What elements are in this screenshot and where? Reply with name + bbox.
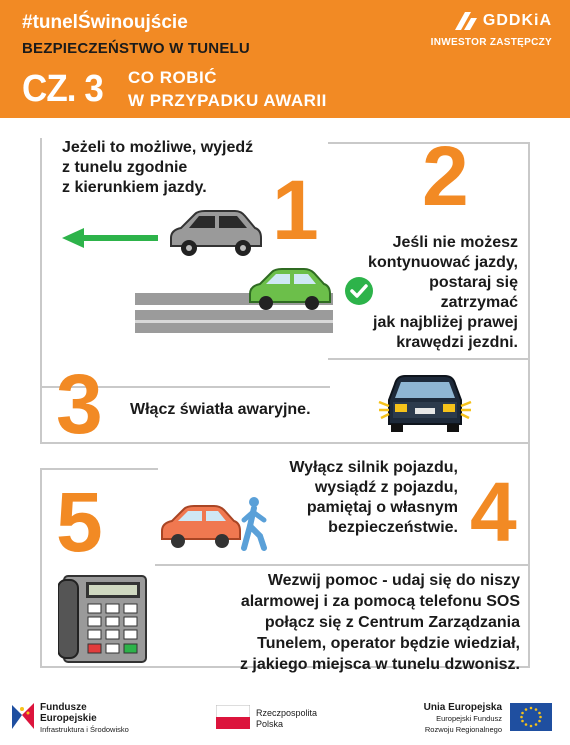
- logo-subtitle: INWESTOR ZASTĘPCZY: [430, 37, 552, 48]
- steps-area: [0, 118, 570, 685]
- header-banner: [0, 0, 570, 118]
- step-1-text: Jeżeli to możliwe, wyjedź z tunelu zgodnie z kierunkiem jazdy.: [62, 139, 254, 196]
- step-3-number: 3: [56, 357, 103, 451]
- arrow-left-icon: [60, 226, 160, 250]
- footer-logos: [0, 685, 570, 745]
- step-4-text: Wyłącz silnik pojazdu, wysiądź z pojazdu, pamiętaj o własnym bezpieczeństwie.: [289, 459, 458, 536]
- headline-line-1: CO ROBIĆ: [128, 68, 217, 87]
- fundusze-europejskie-logo-icon: [10, 701, 36, 731]
- walking-person-icon: [238, 496, 270, 552]
- eu-flag-icon: [510, 703, 552, 731]
- step-1-number: 1: [272, 163, 319, 257]
- gddkia-logo: [431, 10, 552, 48]
- step-2-number: 2: [422, 129, 469, 223]
- hashtag: #tunelŚwinoujście: [22, 12, 188, 33]
- car-orange-icon: [158, 503, 242, 551]
- unia-europejska-text: Unia Europejska Europejski Fundusz Rozwoju Regionalnego: [423, 702, 502, 734]
- subtitle: BEZPIECZEŃSTWO W TUNELU: [22, 40, 250, 57]
- car-hazard-lights-icon: [375, 370, 475, 434]
- step-5-number: 5: [56, 475, 103, 569]
- car-gray-icon: [165, 208, 265, 258]
- rzeczpospolita-polska-text: Rzeczpospolita Polska: [256, 708, 318, 729]
- headline-line-2: W PRZYPADKU AWARII: [128, 91, 327, 110]
- poland-flag-icon: [216, 705, 250, 729]
- logo-name: GDDKiA: [482, 12, 552, 29]
- fundusze-europejskie-text: Fundusze Europejskie Infrastruktura i Środowisko: [40, 702, 129, 734]
- step-3-text: Włącz światła awaryjne.: [130, 401, 311, 418]
- headline: [128, 66, 327, 112]
- part-number: CZ. 3: [22, 68, 103, 110]
- car-green-icon: [246, 266, 332, 312]
- step-5-text: Wezwij pomoc - udaj się do niszy alarmowej i za pomocą telefonu SOS połącz się z Centrum Zarządzania Tunelem, operator będzie wiedział, z jakiego miejsca w tunelu dzwonisz.: [239, 572, 520, 673]
- step-2-text: Jeśli nie możesz kontynuować jazdy, postaraj się zatrzymać jak najbliżej prawej krawędzi jezdni.: [368, 234, 518, 351]
- sos-telephone-icon: [58, 570, 150, 666]
- step-4-number: 4: [470, 465, 517, 559]
- gddkia-emblem-icon: [453, 10, 479, 32]
- check-icon: [344, 276, 374, 306]
